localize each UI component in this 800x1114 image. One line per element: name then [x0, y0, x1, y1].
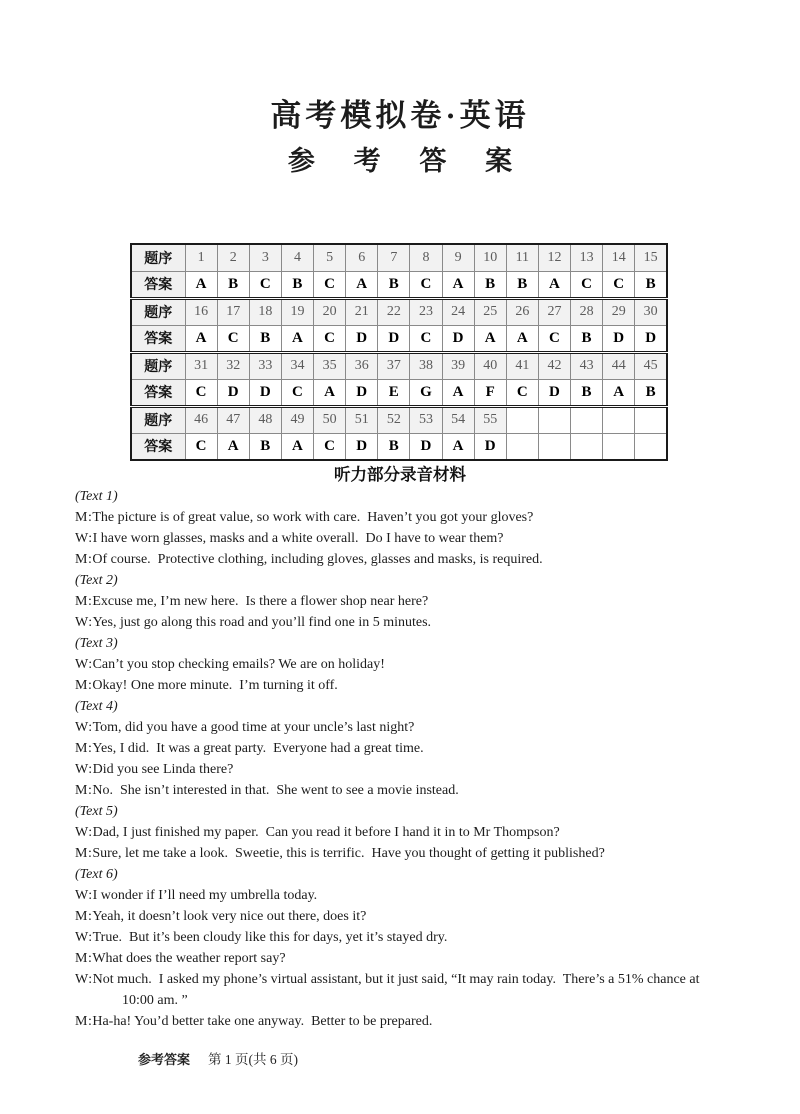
text-label: (Text 6) — [75, 867, 118, 882]
question-number-cell — [603, 406, 635, 433]
question-number-cell: 33 — [249, 352, 281, 379]
answer-cell: C — [571, 271, 603, 298]
footer-page-info: 第 1 页(共 6 页) — [208, 1052, 299, 1067]
answer-cell: C — [410, 325, 442, 352]
speaker-prefix: M: — [75, 552, 93, 567]
text-label: (Text 2) — [75, 573, 118, 588]
answer-cell: A — [281, 325, 313, 352]
question-number-cell: 27 — [538, 298, 570, 325]
question-number-cell: 24 — [442, 298, 474, 325]
answer-cell: B — [249, 433, 281, 460]
question-number-cell: 25 — [474, 298, 506, 325]
transcript-line: M:Excuse me, I’m new here. Is there a flower shop near here? — [75, 594, 429, 609]
answer-cell — [635, 433, 667, 460]
answer-cell: D — [217, 379, 249, 406]
question-number-cell: 50 — [314, 406, 346, 433]
question-number-cell: 48 — [249, 406, 281, 433]
question-number-cell: 11 — [506, 244, 538, 271]
answer-cell: A — [442, 271, 474, 298]
answer-cell: B — [571, 379, 603, 406]
speaker-prefix: W: — [75, 888, 93, 903]
answer-cell: A — [506, 325, 538, 352]
question-number-cell: 41 — [506, 352, 538, 379]
question-number-cell — [571, 406, 603, 433]
question-number-cell: 55 — [474, 406, 506, 433]
question-number-cell: 54 — [442, 406, 474, 433]
answer-cell: B — [217, 271, 249, 298]
answer-cell: C — [314, 325, 346, 352]
answer-cell: D — [346, 379, 378, 406]
transcript-line: W:Tom, did you have a good time at your uncle’s last night? — [75, 720, 415, 735]
transcript-line: M:No. She isn’t interested in that. She went to see a movie instead. — [75, 783, 459, 798]
question-number-cell: 15 — [635, 244, 667, 271]
answer-cell: D — [410, 433, 442, 460]
answer-cell: D — [603, 325, 635, 352]
transcript-line: M:Of course. Protective clothing, including gloves, glasses and masks, is required. — [75, 552, 543, 567]
answer-cell: C — [314, 433, 346, 460]
question-number-cell: 43 — [571, 352, 603, 379]
question-number-cell: 4 — [281, 244, 313, 271]
answer-cell: B — [506, 271, 538, 298]
transcript-line: W:I have worn glasses, masks and a white overall. Do I have to wear them? — [75, 531, 504, 546]
speaker-prefix: M: — [75, 783, 93, 798]
question-number-cell: 44 — [603, 352, 635, 379]
answer-cell: C — [538, 325, 570, 352]
transcript-line: W:Dad, I just finished my paper. Can you read it before I hand it in to Mr Thompson? — [75, 825, 560, 840]
question-number-cell: 7 — [378, 244, 410, 271]
answer-cell: B — [281, 271, 313, 298]
answer-cell: D — [346, 325, 378, 352]
question-number-cell: 28 — [571, 298, 603, 325]
row-header-cell: 答案 — [131, 271, 185, 298]
question-number-cell — [538, 406, 570, 433]
speaker-prefix: W: — [75, 531, 93, 546]
question-number-cell: 51 — [346, 406, 378, 433]
question-number-cell: 12 — [538, 244, 570, 271]
transcript-line: M:The picture is of great value, so work with care. Haven’t you got your gloves? — [75, 510, 534, 525]
answer-cell: A — [538, 271, 570, 298]
question-number-cell: 17 — [217, 298, 249, 325]
answer-table-body — [131, 244, 667, 460]
question-number-cell: 45 — [635, 352, 667, 379]
question-number-cell: 32 — [217, 352, 249, 379]
question-number-cell: 20 — [314, 298, 346, 325]
speaker-prefix: W: — [75, 972, 93, 987]
question-number-cell: 29 — [603, 298, 635, 325]
question-number-cell: 37 — [378, 352, 410, 379]
answer-row — [131, 433, 667, 460]
speaker-prefix: M: — [75, 510, 93, 525]
question-number-cell: 14 — [603, 244, 635, 271]
question-number-cell: 53 — [410, 406, 442, 433]
question-number-cell: 30 — [635, 298, 667, 325]
question-number-cell: 31 — [185, 352, 217, 379]
speaker-prefix: W: — [75, 930, 93, 945]
question-number-cell: 9 — [442, 244, 474, 271]
answer-cell: C — [603, 271, 635, 298]
answer-cell: D — [538, 379, 570, 406]
transcript-line: W:Yes, just go along this road and you’ll find one in 5 minutes. — [75, 615, 432, 630]
question-number-cell: 21 — [346, 298, 378, 325]
answer-row — [131, 379, 667, 406]
answer-cell: A — [442, 433, 474, 460]
question-number-cell: 19 — [281, 298, 313, 325]
row-header-cell: 题序 — [131, 352, 185, 379]
transcript-line: M:What does the weather report say? — [75, 951, 286, 966]
answer-cell: C — [185, 433, 217, 460]
answer-cell — [603, 433, 635, 460]
question-number-cell: 42 — [538, 352, 570, 379]
row-header-cell: 题序 — [131, 244, 185, 271]
question-number-cell: 49 — [281, 406, 313, 433]
transcript-line: W:True. But it’s been cloudy like this for days, yet it’s stayed dry. — [75, 930, 448, 945]
answer-cell: A — [346, 271, 378, 298]
answer-cell: B — [249, 325, 281, 352]
transcript-continuation: 10:00 am. ” — [122, 993, 188, 1008]
transcript-line: M:Yes, I did. It was a great party. Everyone had a great time. — [75, 741, 424, 756]
answer-cell: C — [185, 379, 217, 406]
speaker-prefix: M: — [75, 594, 93, 609]
text-label: (Text 3) — [75, 636, 118, 651]
row-header-cell: 题序 — [131, 298, 185, 325]
answer-cell: D — [635, 325, 667, 352]
answer-cell: D — [346, 433, 378, 460]
question-number-cell: 13 — [571, 244, 603, 271]
question-number-cell: 35 — [314, 352, 346, 379]
footer-label: 参考答案 — [138, 1052, 191, 1067]
answer-cell: C — [314, 271, 346, 298]
speaker-prefix: M: — [75, 846, 93, 861]
question-number-cell: 36 — [346, 352, 378, 379]
speaker-prefix: W: — [75, 657, 93, 672]
doc-title: 高考模拟卷·英语 — [270, 98, 530, 133]
question-number-cell: 47 — [217, 406, 249, 433]
question-number-cell: 38 — [410, 352, 442, 379]
answer-cell: B — [474, 271, 506, 298]
speaker-prefix: W: — [75, 615, 93, 630]
answer-cell: A — [442, 379, 474, 406]
answer-cell: B — [635, 379, 667, 406]
answer-cell: B — [635, 271, 667, 298]
answer-cell: A — [314, 379, 346, 406]
answer-cell: A — [185, 325, 217, 352]
transcript-line: M:Ha-ha! You’d better take one anyway. Better to be prepared. — [75, 1014, 433, 1029]
speaker-prefix: M: — [75, 678, 93, 693]
answer-cell: C — [217, 325, 249, 352]
speaker-prefix: M: — [75, 1014, 93, 1029]
question-number-cell: 1 — [185, 244, 217, 271]
row-header-cell: 题序 — [131, 406, 185, 433]
answer-cell: C — [506, 379, 538, 406]
question-number-row — [131, 298, 667, 325]
answer-cell — [506, 433, 538, 460]
transcript-line: M:Yeah, it doesn’t look very nice out there, does it? — [75, 909, 367, 924]
answer-cell: A — [217, 433, 249, 460]
answer-cell — [571, 433, 603, 460]
speaker-prefix: M: — [75, 951, 93, 966]
text-label: (Text 1) — [75, 489, 118, 504]
text-label: (Text 4) — [75, 699, 118, 714]
answer-table — [130, 243, 668, 461]
speaker-prefix: M: — [75, 741, 93, 756]
doc-subtitle: 参 考 答 案 — [287, 146, 529, 176]
question-number-cell: 3 — [249, 244, 281, 271]
answer-cell: D — [378, 325, 410, 352]
transcript-line: M:Okay! One more minute. I’m turning it off. — [75, 678, 338, 693]
row-header-cell: 答案 — [131, 325, 185, 352]
question-number-cell: 22 — [378, 298, 410, 325]
transcript-line: W:Not much. I asked my phone’s virtual assistant, but it just said, “It may rain today. There’s a 51% chance at — [75, 972, 700, 987]
row-header-cell: 答案 — [131, 433, 185, 460]
question-number-cell: 16 — [185, 298, 217, 325]
answer-cell: G — [410, 379, 442, 406]
speaker-prefix: M: — [75, 909, 93, 924]
listening-heading: 听力部分录音材料 — [334, 466, 466, 484]
question-number-cell: 6 — [346, 244, 378, 271]
question-number-row — [131, 352, 667, 379]
transcript-line: M:Sure, let me take a look. Sweetie, this is terrific. Have you thought of getting it published? — [75, 846, 605, 861]
question-number-cell: 52 — [378, 406, 410, 433]
question-number-row — [131, 244, 667, 271]
question-number-cell: 5 — [314, 244, 346, 271]
answer-cell: C — [410, 271, 442, 298]
question-number-cell: 40 — [474, 352, 506, 379]
text-label: (Text 5) — [75, 804, 118, 819]
speaker-prefix: W: — [75, 720, 93, 735]
question-number-cell: 34 — [281, 352, 313, 379]
question-number-cell: 26 — [506, 298, 538, 325]
question-number-cell — [635, 406, 667, 433]
question-number-cell: 2 — [217, 244, 249, 271]
answer-row — [131, 325, 667, 352]
speaker-prefix: W: — [75, 825, 93, 840]
answer-cell: B — [378, 433, 410, 460]
answer-cell: D — [474, 433, 506, 460]
question-number-row — [131, 406, 667, 433]
transcript-line: W:Can’t you stop checking emails? We are on holiday! — [75, 657, 385, 672]
answer-cell — [538, 433, 570, 460]
speaker-prefix: W: — [75, 762, 93, 777]
answer-cell: D — [442, 325, 474, 352]
transcript — [75, 486, 775, 1032]
answer-cell: A — [603, 379, 635, 406]
question-number-cell: 18 — [249, 298, 281, 325]
answer-cell: A — [474, 325, 506, 352]
answer-cell: C — [249, 271, 281, 298]
answer-cell: D — [249, 379, 281, 406]
answer-cell: B — [571, 325, 603, 352]
row-header-cell: 答案 — [131, 379, 185, 406]
answer-cell: B — [378, 271, 410, 298]
question-number-cell — [506, 406, 538, 433]
answer-cell: E — [378, 379, 410, 406]
question-number-cell: 8 — [410, 244, 442, 271]
answer-cell: C — [281, 379, 313, 406]
question-number-cell: 10 — [474, 244, 506, 271]
answer-cell: A — [281, 433, 313, 460]
transcript-line: W:Did you see Linda there? — [75, 762, 234, 777]
question-number-cell: 23 — [410, 298, 442, 325]
answer-row — [131, 271, 667, 298]
page-footer — [138, 1048, 298, 1068]
answer-cell: A — [185, 271, 217, 298]
question-number-cell: 46 — [185, 406, 217, 433]
answer-cell: F — [474, 379, 506, 406]
question-number-cell: 39 — [442, 352, 474, 379]
transcript-line: W:I wonder if I’ll need my umbrella today. — [75, 888, 318, 903]
